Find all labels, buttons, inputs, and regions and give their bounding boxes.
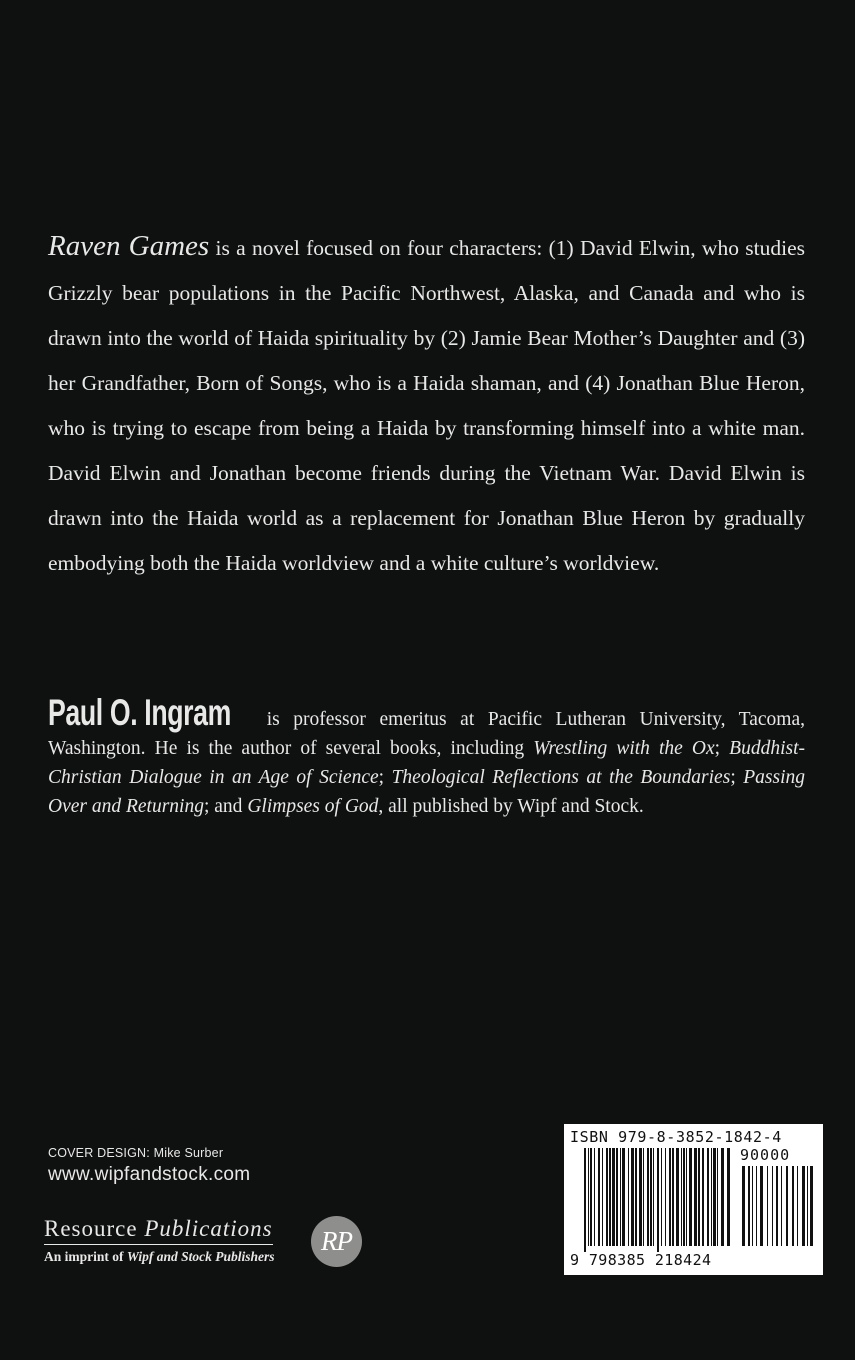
cover-credits <box>48 1146 250 1186</box>
isbn-barcode <box>564 1124 823 1275</box>
barcode-bar <box>653 1148 654 1246</box>
addon-bar <box>767 1166 768 1246</box>
barcode-bar <box>609 1148 611 1246</box>
barcode-bar <box>713 1148 716 1246</box>
addon-bar <box>760 1166 763 1246</box>
barcode-bar <box>698 1148 700 1246</box>
barcode-bar <box>631 1148 634 1246</box>
barcode-bar <box>702 1148 704 1246</box>
designer-name: Mike Surber <box>149 1146 224 1160</box>
addon-bar <box>797 1166 798 1246</box>
barcode-bar <box>707 1148 709 1246</box>
book-title-1: Wrestling with the Ox <box>533 738 715 759</box>
addon-bar <box>748 1166 750 1246</box>
barcode-bar <box>616 1148 618 1246</box>
barcode-bar <box>657 1148 659 1252</box>
book-title-4: Passing Over and Returning <box>48 767 806 817</box>
back-cover-blurb <box>48 224 805 586</box>
bio-intro: is professor emeritus at Pacific Lutheran University, Tacoma, Washington. He is the author of several books, including <box>48 709 805 759</box>
imprint-italic: Wipf and Stock Publishers <box>126 1249 275 1264</box>
imprint-plain: An imprint of <box>44 1249 127 1264</box>
publisher-name <box>44 1216 273 1245</box>
separator: ; <box>714 738 730 759</box>
addon-bar <box>752 1166 753 1246</box>
barcode-bar <box>669 1148 671 1246</box>
barcode-bar <box>643 1148 644 1246</box>
barcode-bar <box>647 1148 649 1246</box>
cover-design-label: COVER DESIGN: <box>48 1146 150 1160</box>
separator: ; <box>730 767 744 788</box>
author-bio <box>48 692 806 821</box>
barcode-bar <box>676 1148 679 1246</box>
addon-bar <box>781 1166 782 1246</box>
publisher-url[interactable]: www.wipfandstock.com <box>48 1164 251 1185</box>
addon-bar <box>776 1166 778 1246</box>
isbn-text: ISBN 979-8-3852-1842-4 <box>570 1128 782 1146</box>
publisher-name-italic: Publications <box>144 1216 273 1241</box>
addon-bar <box>807 1166 808 1246</box>
barcode-bar <box>717 1148 718 1246</box>
barcode-bar <box>598 1148 600 1246</box>
addon-bar <box>786 1166 788 1246</box>
barcode-bar <box>639 1148 642 1246</box>
barcode-bar <box>665 1148 666 1246</box>
barcode-bar <box>650 1148 652 1246</box>
barcode-bar <box>661 1148 662 1246</box>
addon-bar <box>742 1166 745 1246</box>
barcode-bar <box>594 1148 595 1246</box>
addon-bar <box>792 1166 794 1246</box>
barcode-bar <box>672 1148 674 1246</box>
barcode-bar <box>606 1148 608 1246</box>
barcode-bar <box>628 1148 629 1246</box>
imprint-line <box>44 1249 275 1265</box>
rp-logo-icon: RP <box>311 1216 362 1267</box>
addon-bar <box>772 1166 773 1246</box>
barcode-bar <box>727 1148 730 1246</box>
publisher-name-plain: Resource <box>44 1216 145 1241</box>
book-title: Raven Games <box>48 230 210 262</box>
barcode-bar <box>689 1148 692 1246</box>
author-name: Paul O. Ingram <box>48 692 231 733</box>
barcode-bar <box>694 1148 697 1246</box>
barcode-bar <box>584 1148 586 1252</box>
barcode-bar <box>602 1148 603 1246</box>
barcode-bar <box>590 1148 592 1246</box>
blurb-text: is a novel focused on four characters: (1) David Elwin, who studies Grizzly bear populations in the Pacific Northwest, Alaska, and Canada and who is drawn into the world of Haida spirituality by (2) Jamie Bear Mother’s Daughter and (3) her Grandfather, Born of Songs, who is a Haida shaman, and (4) Jonathan Blue Heron, who is trying to escape from being a Haida by transforming himself into a white man. David Elwin and Jonathan become friends during the Vietnam War. David Elwin is drawn into the Haida world as a replacement for Jonathan Blue Heron by gradually embodying both the Haida worldview and a white culture’s worldview. <box>48 236 805 575</box>
barcode-bar <box>612 1148 615 1246</box>
barcode-bar <box>721 1148 724 1246</box>
book-title-2: Buddhist-Christian Dialogue in an Age of Science <box>48 738 805 788</box>
price-code: 90000 <box>740 1146 791 1164</box>
addon-bar <box>802 1166 805 1246</box>
barcode-bar <box>622 1148 625 1246</box>
addon-bar <box>756 1166 757 1246</box>
barcode-bar <box>681 1148 682 1246</box>
barcode-bar <box>588 1148 589 1246</box>
barcode-digits: 9 798385 218424 <box>570 1251 712 1269</box>
barcode-bar <box>683 1148 685 1246</box>
book-title-5: Glimpses of God <box>247 796 379 817</box>
barcode-bar <box>635 1148 637 1246</box>
separator: ; <box>378 767 392 788</box>
barcode-bar <box>620 1148 621 1246</box>
bio-outro: , all published by Wipf and Stock. <box>378 796 644 817</box>
cover-design-credit <box>48 1146 250 1160</box>
barcode-bar <box>711 1148 712 1246</box>
separator: ; and <box>203 796 248 817</box>
publisher-block <box>44 1216 275 1265</box>
addon-bar <box>810 1166 813 1246</box>
barcode-bar <box>686 1148 687 1246</box>
book-title-3: Theological Reflections at the Boundaries <box>391 767 731 788</box>
